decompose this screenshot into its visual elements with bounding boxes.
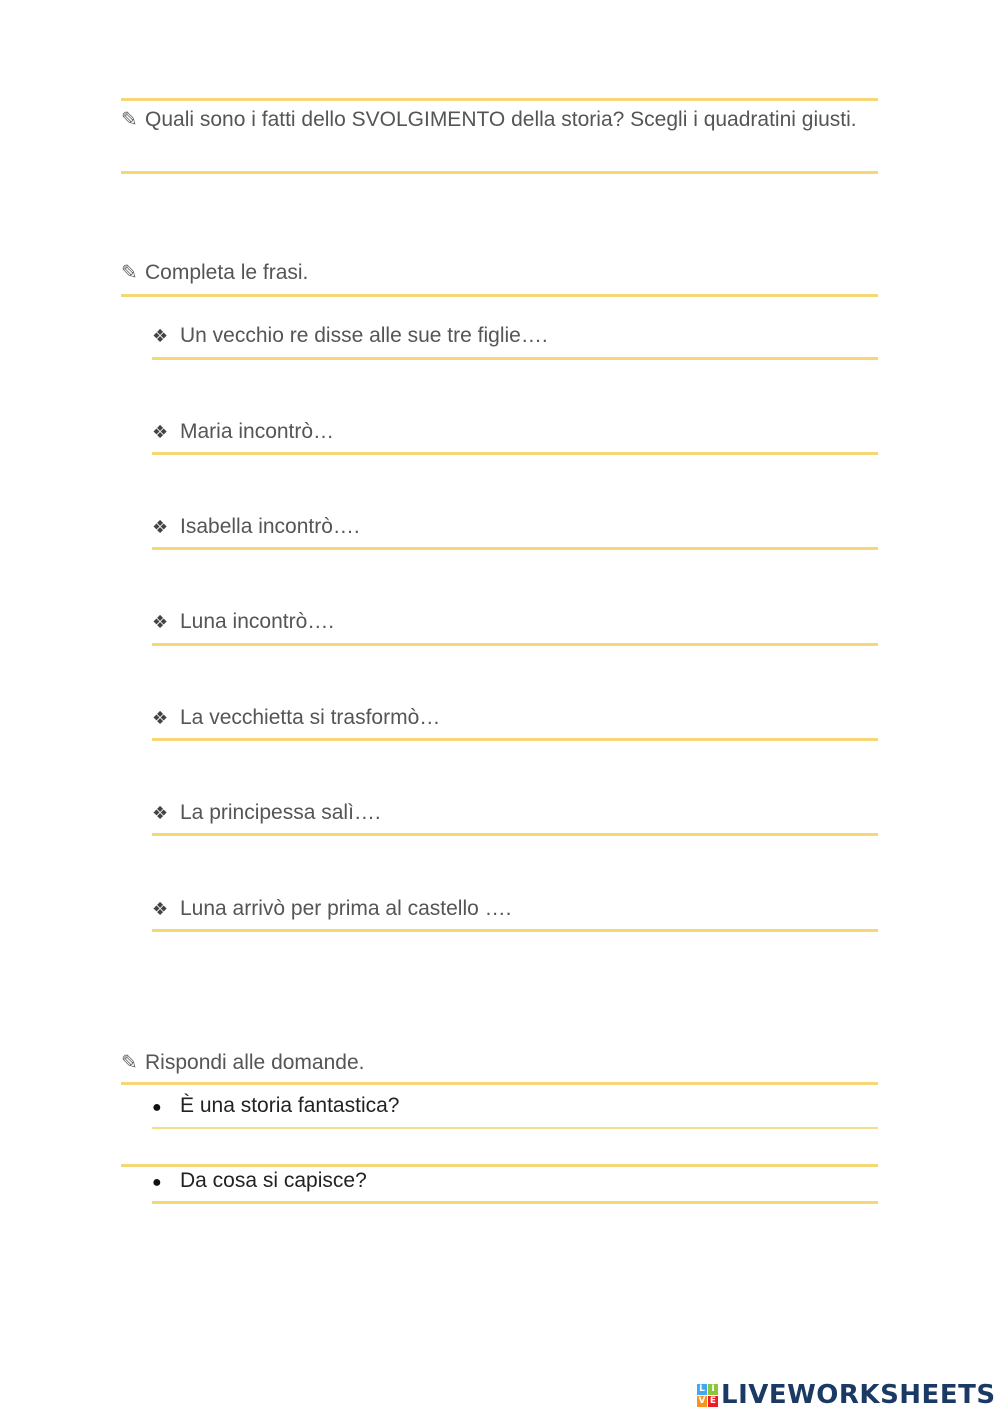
logo-block-v: V xyxy=(698,1395,706,1406)
answer-line-q2[interactable] xyxy=(152,1201,878,1204)
section1-prompt xyxy=(121,103,881,136)
answer-line-5[interactable] xyxy=(152,738,878,741)
pencil-icon: ✎ xyxy=(121,260,138,284)
answer-line-7[interactable] xyxy=(152,929,878,932)
question-item-2 xyxy=(152,1165,367,1199)
answer-line-3[interactable] xyxy=(152,547,878,550)
logo-text: LIVEWORKSHEETS xyxy=(721,1380,996,1410)
logo-block-e: E xyxy=(709,1395,717,1406)
question-text: Da cosa si capisce? xyxy=(180,1169,367,1192)
sentence-item-2 xyxy=(152,416,334,449)
diamond-bullet-icon: ❖ xyxy=(152,517,169,538)
section3-prompt-text: Rispondi alle domande. xyxy=(145,1051,365,1074)
answer-line-2[interactable] xyxy=(152,452,878,455)
sentence-text: Un vecchio re disse alle sue tre figlie…. xyxy=(180,324,548,347)
diamond-bullet-icon: ❖ xyxy=(152,803,169,824)
sentence-item-6 xyxy=(152,797,381,830)
question-line-1 xyxy=(152,1127,878,1129)
pencil-icon: ✎ xyxy=(121,107,138,131)
sentence-item-1 xyxy=(152,320,548,353)
section1-top-rule xyxy=(121,98,878,101)
logo-block-l: L xyxy=(697,1384,707,1395)
sentence-text: Luna arrivò per prima al castello …. xyxy=(180,897,512,920)
sentence-text: La principessa salì…. xyxy=(180,801,381,824)
sentence-item-7 xyxy=(152,893,511,926)
section1-prompt-text: Quali sono i fatti dello SVOLGIMENTO della storia? Scegli i quadratini giusti. xyxy=(145,108,857,131)
bullet-icon: ● xyxy=(152,1099,162,1116)
sentence-item-4 xyxy=(152,606,334,639)
diamond-bullet-icon: ❖ xyxy=(152,326,169,347)
diamond-bullet-icon: ❖ xyxy=(152,612,169,633)
sentence-text: Luna incontrò…. xyxy=(180,610,335,633)
bullet-icon: ● xyxy=(152,1174,162,1191)
diamond-bullet-icon: ❖ xyxy=(152,422,169,443)
diamond-bullet-icon: ❖ xyxy=(152,708,169,729)
section1-bottom-rule xyxy=(121,171,878,174)
section2-prompt xyxy=(121,256,308,289)
logo-blocks-icon xyxy=(697,1384,718,1407)
section3-header-rule xyxy=(121,1082,878,1085)
answer-line-1[interactable] xyxy=(152,357,878,360)
sentence-item-3 xyxy=(152,511,360,544)
section2-header-rule xyxy=(121,294,878,297)
pencil-icon: ✎ xyxy=(121,1050,138,1074)
diamond-bullet-icon: ❖ xyxy=(152,899,169,920)
question-text: È una storia fantastica? xyxy=(180,1094,400,1117)
answer-line-6[interactable] xyxy=(152,833,878,836)
logo-block-i: I xyxy=(708,1384,718,1395)
section2-prompt-text: Completa le frasi. xyxy=(145,261,309,284)
sentence-item-5 xyxy=(152,702,440,735)
answer-line-4[interactable] xyxy=(152,643,878,646)
sentence-text: La vecchietta si trasformò… xyxy=(180,706,441,729)
question-item-1 xyxy=(152,1090,399,1124)
section3-prompt xyxy=(121,1046,364,1079)
sentence-text: Isabella incontrò…. xyxy=(180,515,360,538)
liveworksheets-logo[interactable] xyxy=(697,1378,996,1412)
sentence-text: Maria incontrò… xyxy=(180,420,335,443)
